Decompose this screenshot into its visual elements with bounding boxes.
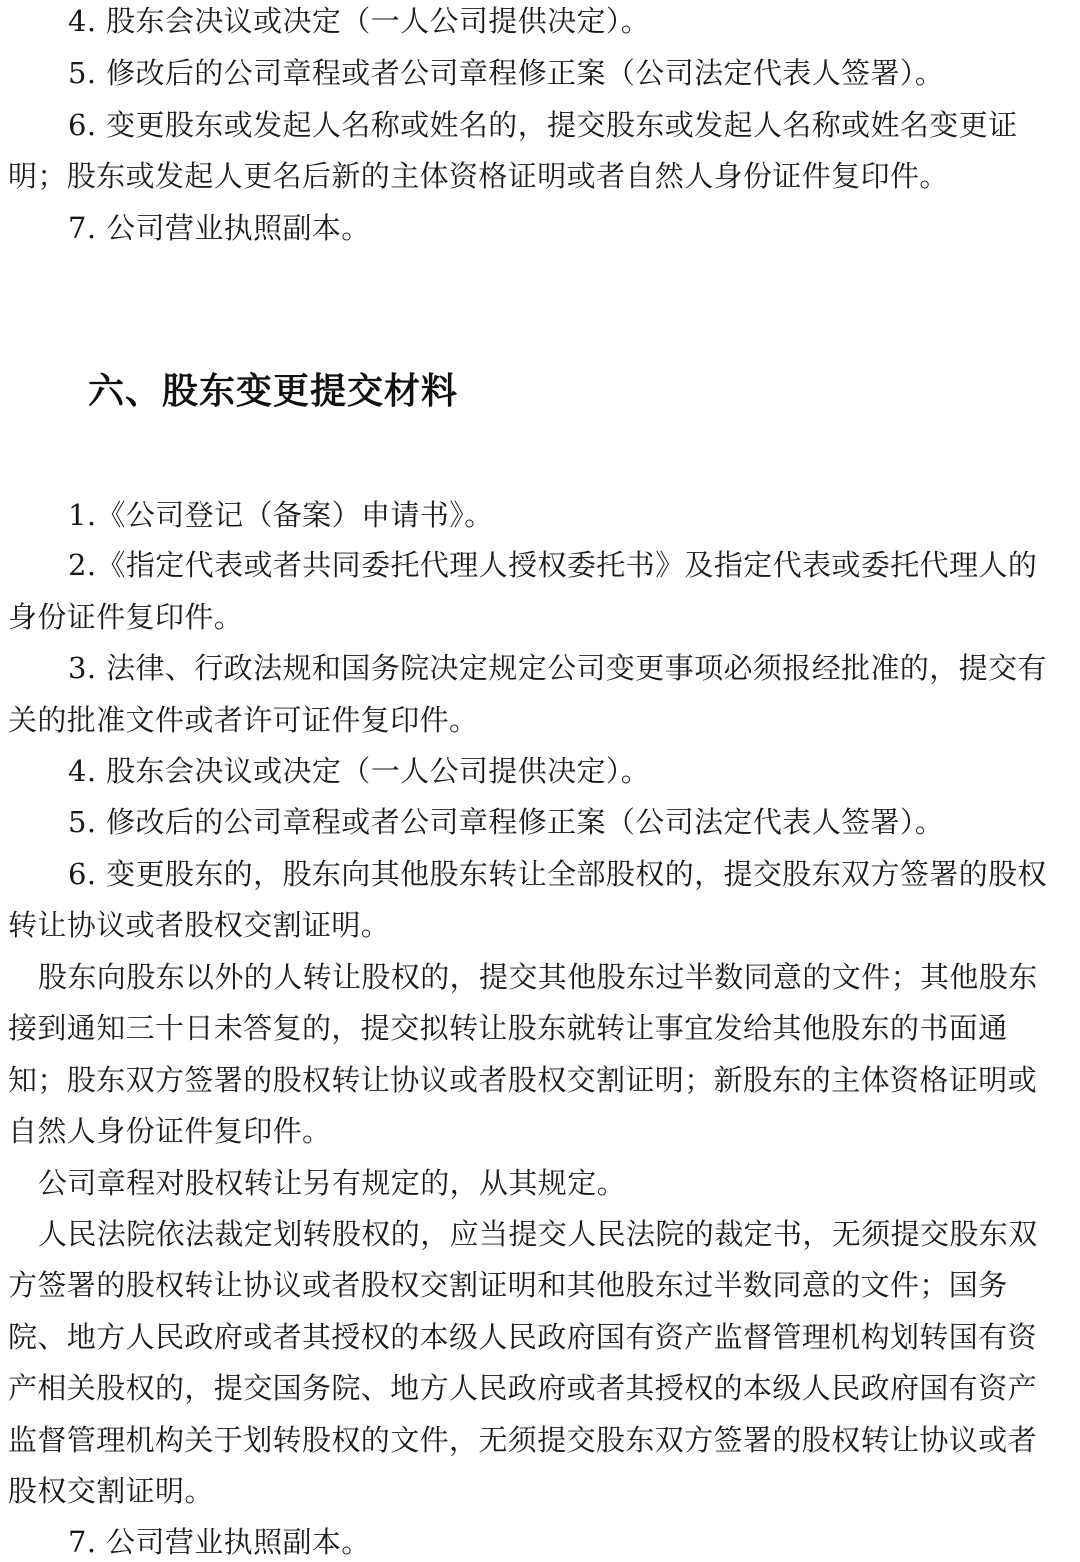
paragraph-court-ruling-line-2: 方签署的股权转让协议或者股权交割证明和其他股东过半数同意的文件；国务 — [8, 1268, 1008, 1302]
item-4: 4. 股东会决议或决定（一人公司提供决定）。 — [68, 754, 651, 788]
item-2-line-2: 身份证件复印件。 — [8, 600, 244, 634]
paragraph-court-ruling-line-3: 院、地方人民政府或者其授权的本级人民政府国有资产监督管理机构划转国有资 — [8, 1320, 1038, 1354]
paragraph-transfer-outside-line-3: 知；股东双方签署的股权转让协议或者股权交割证明；新股东的主体资格证明或 — [8, 1063, 1038, 1097]
item-5: 5. 修改后的公司章程或者公司章程修正案（公司法定代表人签署）。 — [68, 805, 945, 839]
top-item-7: 7. 公司营业执照副本。 — [68, 211, 371, 245]
paragraph-transfer-outside-line-1: 股东向股东以外的人转让股权的，提交其他股东过半数同意的文件；其他股东 — [38, 960, 1038, 994]
paragraph-court-ruling-line-6: 股权交割证明。 — [8, 1474, 214, 1508]
paragraph-articles-rule: 公司章程对股权转让另有规定的，从其规定。 — [38, 1166, 627, 1200]
item-1: 1.《公司登记（备案）申请书》。 — [68, 498, 494, 532]
paragraph-court-ruling-line-1: 人民法院依法裁定划转股权的，应当提交人民法院的裁定书，无须提交股东双 — [38, 1217, 1038, 1251]
item-6-line-1: 6. 变更股东的，股东向其他股东转让全部股权的，提交股东双方签署的股权 — [68, 857, 1047, 891]
item-2-line-1: 2.《指定代表或者共同委托代理人授权委托书》及指定代表或委托代理人的 — [68, 548, 1038, 582]
section-heading: 六、股东变更提交材料 — [88, 371, 459, 412]
paragraph-court-ruling-line-4: 产相关股权的，提交国务院、地方人民政府或者其授权的本级人民政府国有资产 — [8, 1371, 1038, 1405]
paragraph-transfer-outside-line-4: 自然人身份证件复印件。 — [8, 1114, 332, 1148]
top-item-4: 4. 股东会决议或决定（一人公司提供决定）。 — [68, 4, 651, 38]
item-6-line-2: 转让协议或者股权交割证明。 — [8, 908, 391, 942]
item-7: 7. 公司营业执照副本。 — [68, 1525, 371, 1559]
item-3-line-1: 3. 法律、行政法规和国务院决定规定公司变更事项必须报经批准的，提交有 — [68, 651, 1047, 685]
paragraph-court-ruling-line-5: 监督管理机构关于划转股权的文件，无须提交股东双方签署的股权转让协议或者 — [8, 1423, 1038, 1457]
top-item-6-line-1: 6. 变更股东或发起人名称或姓名的，提交股东或发起人名称或姓名变更证 — [68, 108, 1018, 142]
paragraph-transfer-outside-line-2: 接到通知三十日未答复的，提交拟转让股东就转让事宜发给其他股东的书面通 — [8, 1011, 1008, 1045]
item-3-line-2: 关的批准文件或者许可证件复印件。 — [8, 703, 479, 737]
top-item-6-line-2: 明；股东或发起人更名后新的主体资格证明或者自然人身份证件复印件。 — [8, 159, 949, 193]
top-item-5: 5. 修改后的公司章程或者公司章程修正案（公司法定代表人签署）。 — [68, 56, 945, 90]
